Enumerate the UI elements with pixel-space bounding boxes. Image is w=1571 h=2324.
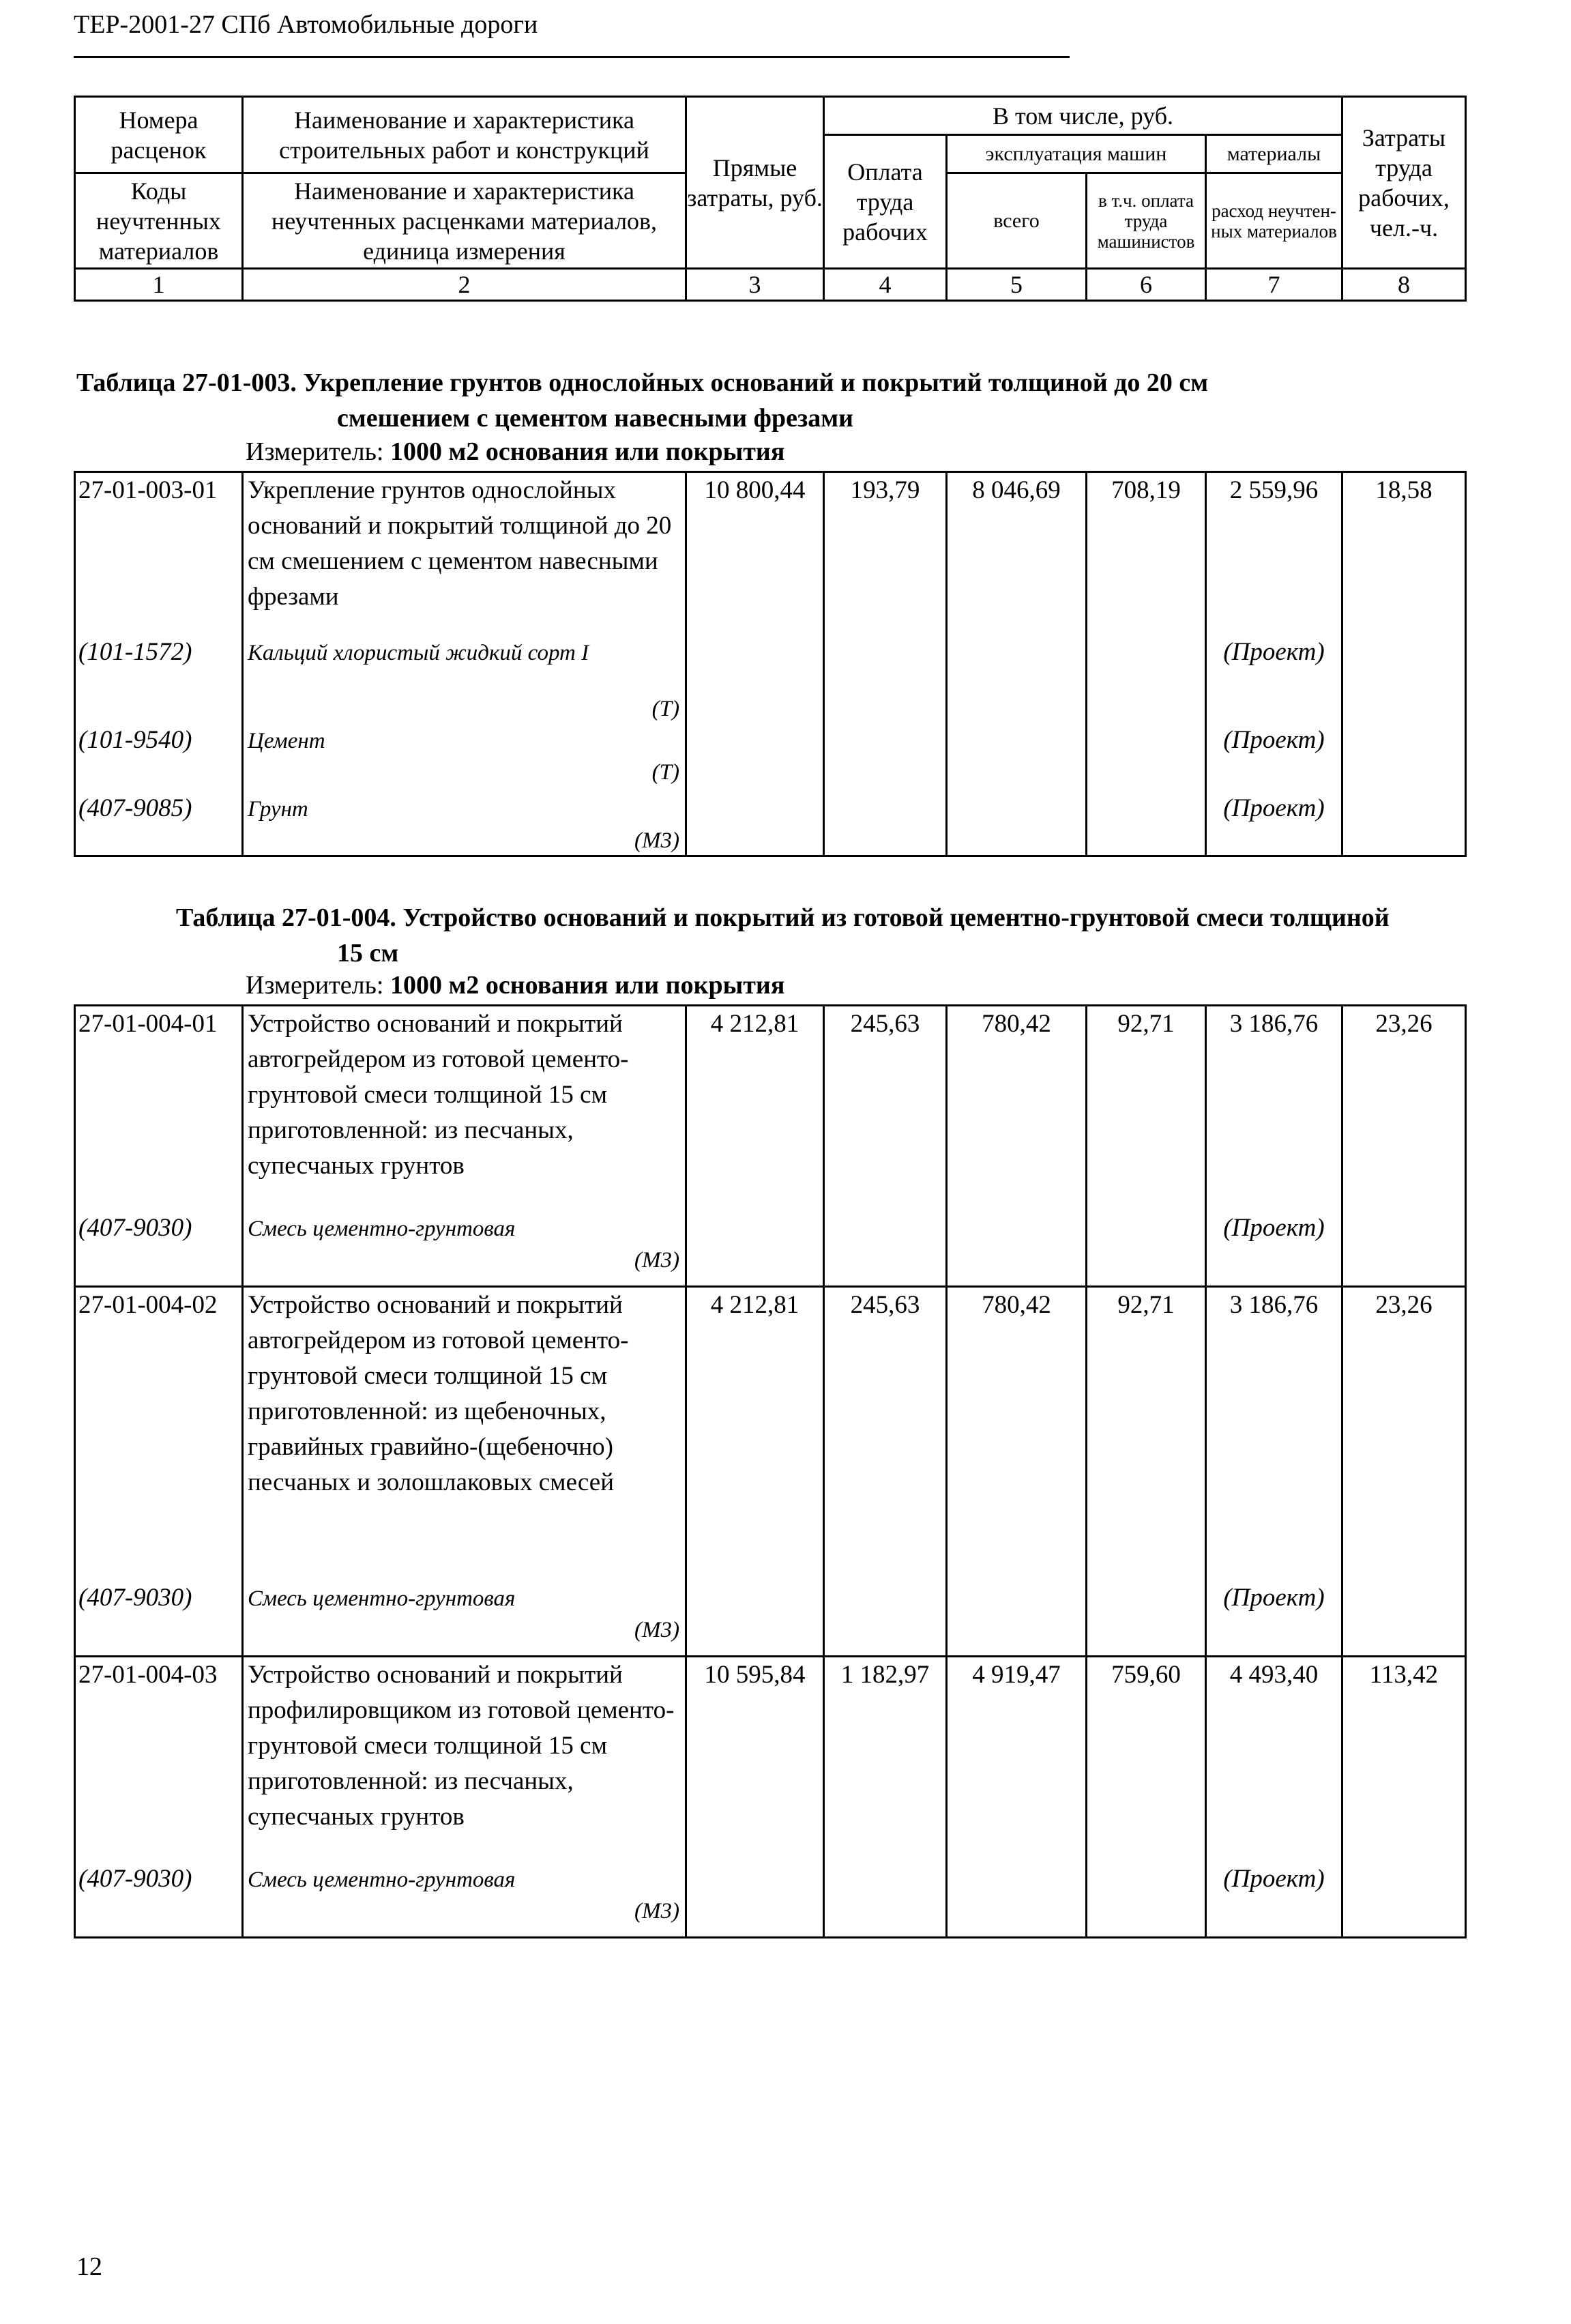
table-003-measure-value: 1000 м2 основания или покрытия — [390, 437, 785, 466]
rate-code: 27-01-004-02 — [75, 1287, 243, 1580]
machinists-pay: 92,71 — [1087, 1006, 1206, 1210]
material-value: (Проект) — [1206, 1580, 1342, 1657]
material-code: (407-9030) — [75, 1861, 243, 1938]
machinists-pay: 708,19 — [1087, 472, 1206, 635]
header-direct-costs: Прямые затраты, руб. — [686, 97, 824, 269]
header-num-4: 4 — [824, 269, 947, 301]
rate-code: 27-01-003-01 — [75, 472, 243, 635]
table-004-caption-line1: Таблица 27-01-004. Устройство оснований и покрытий из готовой цементно-грунтовой смеси толщиной — [176, 903, 1390, 932]
material-name: Смесь цементно-грунтовая — [248, 1586, 516, 1611]
header-machines-total: всего — [947, 173, 1087, 269]
machines-total: 780,42 — [947, 1287, 1087, 1580]
table-003-measure-label: Измеритель: — [246, 437, 390, 466]
header-material-codes: Коды неучтенных материалов — [75, 173, 243, 269]
labor-hours: 113,42 — [1342, 1657, 1466, 1861]
labor-pay: 193,79 — [824, 472, 947, 635]
material-unit: (М3) — [634, 828, 679, 853]
table-003 — [74, 471, 1467, 857]
header-machines: эксплуатация машин — [947, 135, 1206, 173]
header-labor-pay: Оплата труда рабочих — [824, 135, 947, 269]
table-row — [75, 1657, 1466, 1861]
header-unaccounted-materials: расход неучтен-ных материалов — [1206, 173, 1342, 269]
header-labor-hours: Затраты труда рабочих, чел.-ч. — [1342, 97, 1466, 269]
table-004-caption-line2: 15 см — [337, 939, 399, 968]
rate-name: Устройство оснований и покрытий автогрейдером из готовой цементо-грунтовой смеси толщиной 15 см приготовленной: из песчаных, супесчаных грунтов — [243, 1006, 686, 1210]
machines-total: 8 046,69 — [947, 472, 1087, 635]
material-row — [75, 1861, 1466, 1938]
material-code: (101-9540) — [75, 723, 243, 791]
direct-costs: 4 212,81 — [686, 1006, 824, 1210]
rate-code: 27-01-004-01 — [75, 1006, 243, 1210]
rate-name: Устройство оснований и покрытий автогрейдером из готовой цементо-грунтовой смеси толщиной 15 см приготовленной: из щебеночных, гравийных гравийно-(щебеночно) песчаных и золошлаковых смесей — [243, 1287, 686, 1580]
material-value: (Проект) — [1206, 791, 1342, 856]
rate-name: Устройство оснований и покрытий профилировщиком из готовой цементо-грунтовой смеси толщиной 15 см приготовленной: из песчаных, супесчаных грунтов — [243, 1657, 686, 1861]
materials-cost: 2 559,96 — [1206, 472, 1342, 635]
material-row — [75, 635, 1466, 723]
material-value: (Проект) — [1206, 1210, 1342, 1287]
header-num-1: 1 — [75, 269, 243, 301]
direct-costs: 10 800,44 — [686, 472, 824, 635]
page-number: 12 — [76, 2252, 102, 2281]
material-unit: (М3) — [634, 1898, 679, 1923]
material-name: Цемент — [248, 728, 325, 753]
table-004 — [74, 1004, 1467, 1938]
header-num-2: 2 — [243, 269, 686, 301]
machines-total: 4 919,47 — [947, 1657, 1087, 1861]
table-004-measure — [246, 970, 784, 1000]
material-unit: (Т) — [651, 696, 679, 721]
material-name: Смесь цементно-грунтовая — [248, 1867, 516, 1892]
material-row — [75, 791, 1466, 856]
table-row — [75, 1006, 1466, 1210]
material-value: (Проект) — [1206, 1861, 1342, 1938]
material-name: Кальций хлористый жидкий сорт I — [248, 640, 589, 665]
material-name: Смесь цементно-грунтовая — [248, 1216, 516, 1241]
material-value: (Проект) — [1206, 723, 1342, 791]
header-rate-numbers: Номера расценок — [75, 97, 243, 173]
labor-pay: 1 182,97 — [824, 1657, 947, 1861]
table-003-caption-line1: Таблица 27-01-003. Укрепление грунтов однослойных оснований и покрытий толщиной до 20 см — [76, 368, 1209, 397]
labor-pay: 245,63 — [824, 1287, 947, 1580]
header-num-5: 5 — [947, 269, 1087, 301]
labor-hours: 23,26 — [1342, 1006, 1466, 1210]
header-material-names: Наименование и характеристика неучтенных расценками материалов, единица измерения — [243, 173, 686, 269]
labor-hours: 18,58 — [1342, 472, 1466, 635]
machines-total: 780,42 — [947, 1006, 1087, 1210]
material-unit: (М3) — [634, 1247, 679, 1273]
table-row — [75, 1287, 1466, 1580]
material-row — [75, 1210, 1466, 1287]
header-num-7: 7 — [1206, 269, 1342, 301]
machinists-pay: 92,71 — [1087, 1287, 1206, 1580]
materials-cost: 3 186,76 — [1206, 1006, 1342, 1210]
rate-name: Укрепление грунтов однослойных оснований и покрытий толщиной до 20 см смешением с цементом навесными фрезами — [243, 472, 686, 635]
header-including: В том числе, руб. — [824, 97, 1342, 135]
table-004-measure-value: 1000 м2 основания или покрытия — [390, 971, 785, 1000]
labor-pay: 245,63 — [824, 1006, 947, 1210]
material-code: (407-9085) — [75, 791, 243, 856]
material-code: (407-9030) — [75, 1580, 243, 1657]
column-header-table — [74, 96, 1467, 302]
header-num-3: 3 — [686, 269, 824, 301]
header-num-6: 6 — [1087, 269, 1206, 301]
header-materials: материалы — [1206, 135, 1342, 173]
materials-cost: 4 493,40 — [1206, 1657, 1342, 1861]
table-row — [75, 472, 1466, 635]
table-004-measure-label: Измеритель: — [246, 971, 390, 1000]
labor-hours: 23,26 — [1342, 1287, 1466, 1580]
material-code: (101-1572) — [75, 635, 243, 723]
machinists-pay: 759,60 — [1087, 1657, 1206, 1861]
header-num-8: 8 — [1342, 269, 1466, 301]
direct-costs: 4 212,81 — [686, 1287, 824, 1580]
header-machinists-pay: в т.ч. оплата труда машинистов — [1087, 173, 1206, 269]
header-rule — [74, 56, 1070, 58]
table-003-caption-line2: смешением с цементом навесными фрезами — [337, 404, 853, 433]
materials-cost: 3 186,76 — [1206, 1287, 1342, 1580]
material-name: Грунт — [248, 796, 308, 822]
header-work-name: Наименование и характеристика строительных работ и конструкций — [243, 97, 686, 173]
material-row — [75, 723, 1466, 791]
material-code: (407-9030) — [75, 1210, 243, 1287]
material-unit: (М3) — [634, 1617, 679, 1642]
material-value: (Проект) — [1206, 635, 1342, 723]
direct-costs: 10 595,84 — [686, 1657, 824, 1861]
page-header: ТЕР-2001-27 СПб Автомобильные дороги — [74, 10, 538, 39]
rate-code: 27-01-004-03 — [75, 1657, 243, 1861]
material-row — [75, 1580, 1466, 1657]
table-003-measure — [246, 437, 784, 467]
material-unit: (Т) — [651, 759, 679, 785]
